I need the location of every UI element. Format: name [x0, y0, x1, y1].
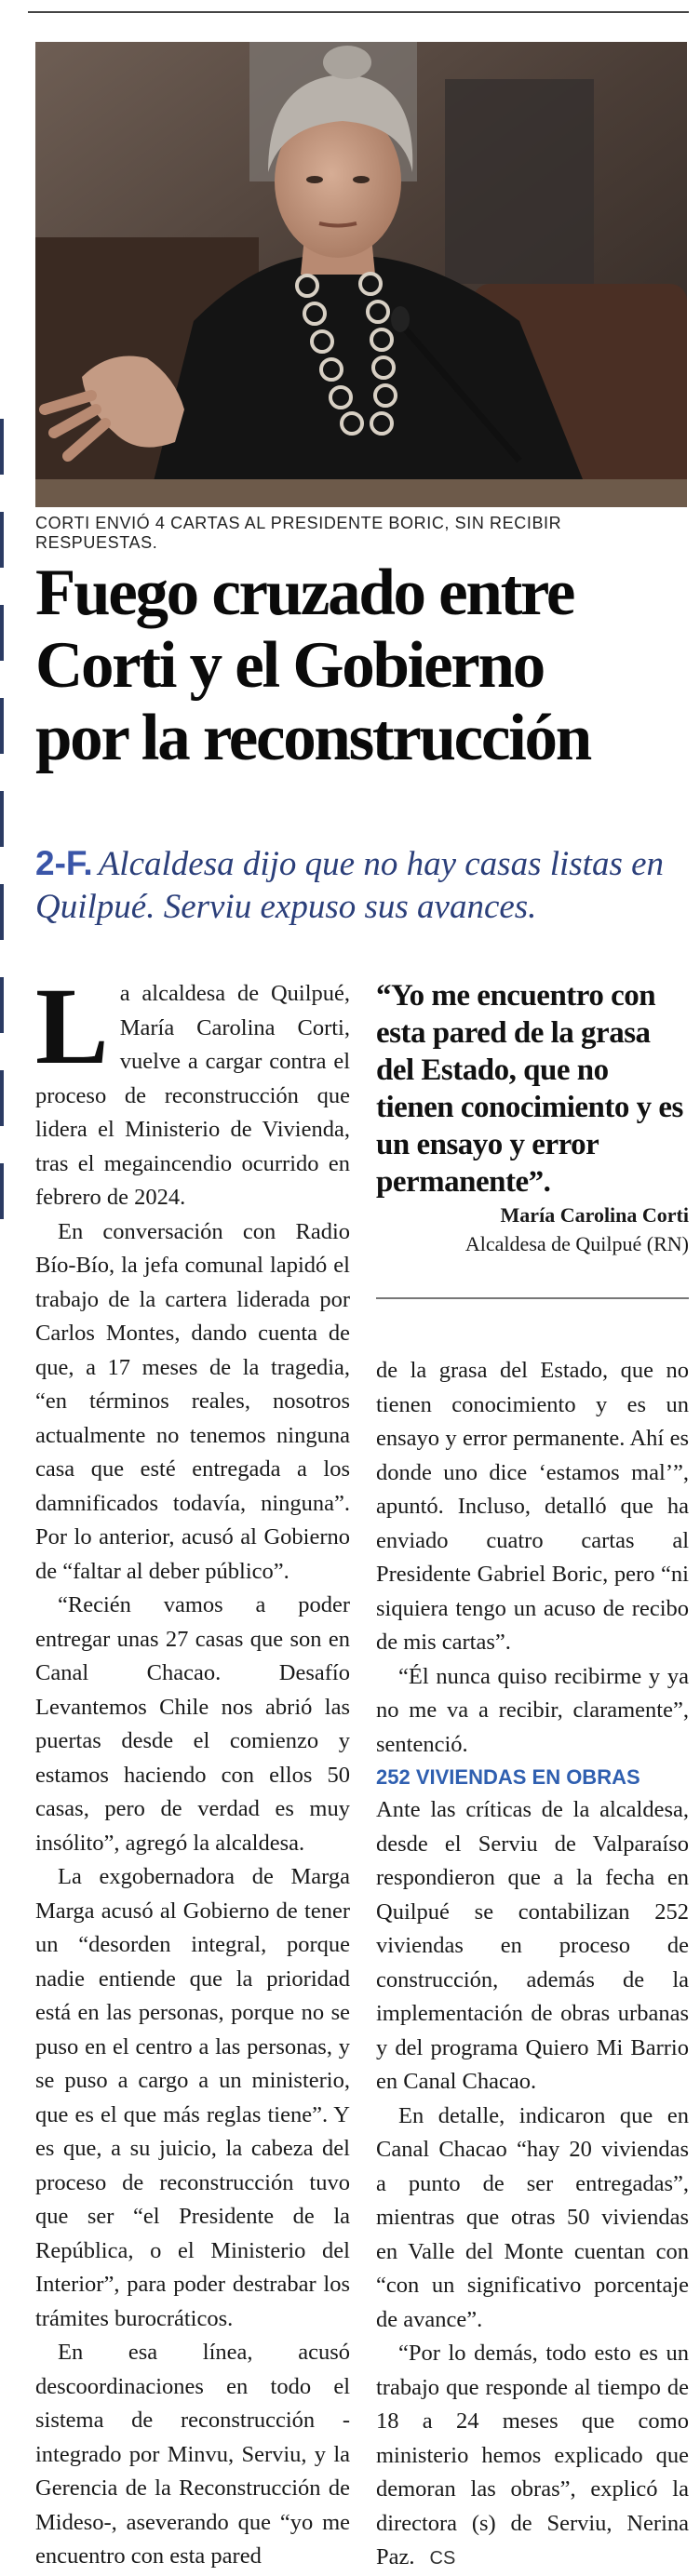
paragraph-9: En detalle, indicaron que en Canal Chacao “hay 20 viviendas a punto de ser entregadas”, mientras que otras 50 viviendas en Valle del Monte cuentan con “con un significativo porcentaje de avance”. — [376, 2102, 689, 2332]
article-photo — [35, 42, 687, 507]
paragraph-10 — [376, 2337, 689, 2576]
pull-quote-role: Alcaldesa de Quilpué (RN) — [464, 1232, 689, 1255]
photo-illustration — [35, 42, 687, 507]
pull-quote-text: “Yo me encuentro con esta pared de la grasa del Estado, que no tienen conocimiento y es un ensayo y error permanente”. — [376, 979, 683, 1199]
deck — [35, 842, 687, 929]
paragraph-1 — [35, 965, 350, 1215]
photo-caption: CORTI ENVIÓ 4 CARTAS AL PRESIDENTE BORIC, SIN RECIBIR RESPUESTAS. — [35, 514, 562, 552]
deck-tag: 2-F. — [35, 844, 93, 882]
deck-text: Alcaldesa dijo que no hay casas listas en Quilpué. Serviu expuso sus avances. — [35, 845, 665, 926]
pull-quote-rule — [376, 1297, 689, 1299]
paragraph-2: En conversación con Radio Bío-Bío, la jefa comunal lapidó el trabajo de la cartera liderada por Carlos Montes, dando cuenta de que, a 17 meses de la tragedia, “en términos reales, nosotros actualmente no tenemos ninguna casa que esté entregada a los damnificados todavía, ninguna”. Por lo anterior, acusó al Gobierno de “faltar al deber público”. — [35, 1218, 350, 1584]
end-mark: CS — [429, 2548, 456, 2569]
headline — [35, 557, 692, 774]
paragraph-10-text: “Por lo demás, todo esto es un trabajo que responde al tiempo de 18 a 24 meses que como ministerio hemos explicado que demoran las obras”, explicó la directora (s) de Serviu, Nerina Paz. — [376, 2341, 689, 2569]
paragraph-8: Ante las críticas de la alcaldesa, desde el Serviu de Valparaíso respondieron que a la fecha en Quilpué se contabilizan 252 viviendas en proceso de construcción, además de la implementación de obras urbanas y del programa Quiero Mi Barrio en Canal Chacao. — [376, 1797, 689, 2094]
paragraph-5: En esa línea, acusó descoordinaciones en todo el sistema de reconstrucción -integrado por Minvu, Serviu, y la Gerencia de la Reconstrucción de Mideso-, aseverando que “yo me encuentro con esta pared — [35, 2340, 350, 2569]
pull-quote — [376, 977, 689, 1299]
headline-line-1: Fuego cruzado entre — [35, 557, 574, 629]
headline-line-2: Corti y el Gobierno — [35, 629, 544, 702]
page-edge-marks — [0, 419, 6, 1256]
drop-cap: L — [35, 965, 109, 1087]
top-rule — [28, 11, 689, 13]
paragraph-6: de la grasa del Estado, que no tienen conocimiento y es un ensayo y error permanente. Ahí es donde uno dice ‘estamos mal’”, apuntó. Incluso, detalló que ha enviado cuatro cartas al Presidente Gabriel Boric, pero “ni siquiera tengo un acuso de recibo de mis cartas”. — [376, 1358, 689, 1655]
article-column-left — [35, 965, 350, 2574]
paragraph-7: “Él nunca quiso recibirme y ya no me va a recibir, claramente”, sentenció. — [376, 1663, 689, 1757]
paragraph-3: “Recién vamos a poder entregar unas 27 casas que son en Canal Chacao. Desafío Levantemos Chile nos abrió las puertas desde el comienzo y estamos haciendo con ellos 50 casas, pero de verdad es muy insólito”, agregó la alcaldesa. — [35, 1592, 350, 1856]
pull-quote-author: María Carolina Corti — [500, 1203, 689, 1227]
article-column-right — [376, 1354, 689, 2576]
paragraph-4: La exgobernadora de Marga Marga acusó al Gobierno de tener un “desorden integral, porque nadie entiende que la prioridad está en las personas, porque no se puso en el centro a las personas, y se puso a cargo a un ministerio, que es el que más reglas tiene”. Y es que, a su juicio, la cabeza del proceso de reconstrucción tuvo que ser “el Presidente de la República, o el Ministerio del Interior”, para poder destrabar los trámites burocráticos. — [35, 1864, 350, 2331]
paragraph-1-text: a alcaldesa de Quilpué, María Carolina Corti, vuelve a cargar contra el proceso de reconstrucción que lidera el Ministerio de Vivienda, tras el megaincendio ocurrido en febrero de 2024. — [35, 981, 350, 1210]
headline-line-3: por la reconstrucción — [35, 702, 590, 774]
section-subhead: 252 VIVIENDAS EN OBRAS — [376, 1765, 640, 1789]
